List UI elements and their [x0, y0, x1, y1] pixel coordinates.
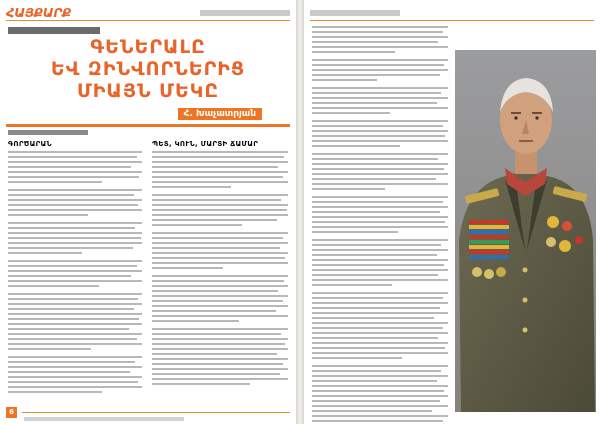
headline-line: ՄԻԱՅՆ ՄԵԿԸ	[76, 80, 220, 102]
section-label	[8, 27, 100, 34]
header-running-text	[310, 10, 400, 16]
header-divider	[6, 20, 290, 21]
header-divider	[310, 20, 594, 21]
subtitle-text	[8, 130, 88, 135]
portrait-illustration	[455, 50, 596, 412]
text-column-3	[312, 26, 448, 424]
right-page	[304, 0, 600, 424]
author-byline: Հ. Խաչատրյան	[178, 108, 262, 120]
section-heading: ՊԵՏ, ԿՈՒՆ, ՄԱՐՏԻ ՃԱՄԱՐ	[152, 140, 259, 148]
page-gutter	[296, 0, 304, 424]
page-number: 6	[6, 407, 17, 418]
magazine-logo: ՀԱՅՔԱՐՔ	[6, 6, 71, 20]
text-column-2	[152, 140, 288, 388]
accent-divider	[6, 124, 290, 127]
text-column-1	[8, 140, 142, 396]
header-running-text	[200, 10, 290, 16]
article-headline	[0, 36, 296, 102]
footer-running-text	[24, 417, 184, 421]
left-page	[0, 0, 296, 424]
general-portrait-painting	[455, 50, 596, 412]
headline-line: ԵՎ ԶԻՆՎՈՐՆԵՐԻՑ	[50, 58, 246, 80]
section-heading: ԳՈՐԾԱՐԱՆ	[8, 140, 52, 148]
footer-divider	[22, 412, 290, 413]
headline-line: ԳԵՆԵՐԱԼԸ	[90, 36, 206, 58]
